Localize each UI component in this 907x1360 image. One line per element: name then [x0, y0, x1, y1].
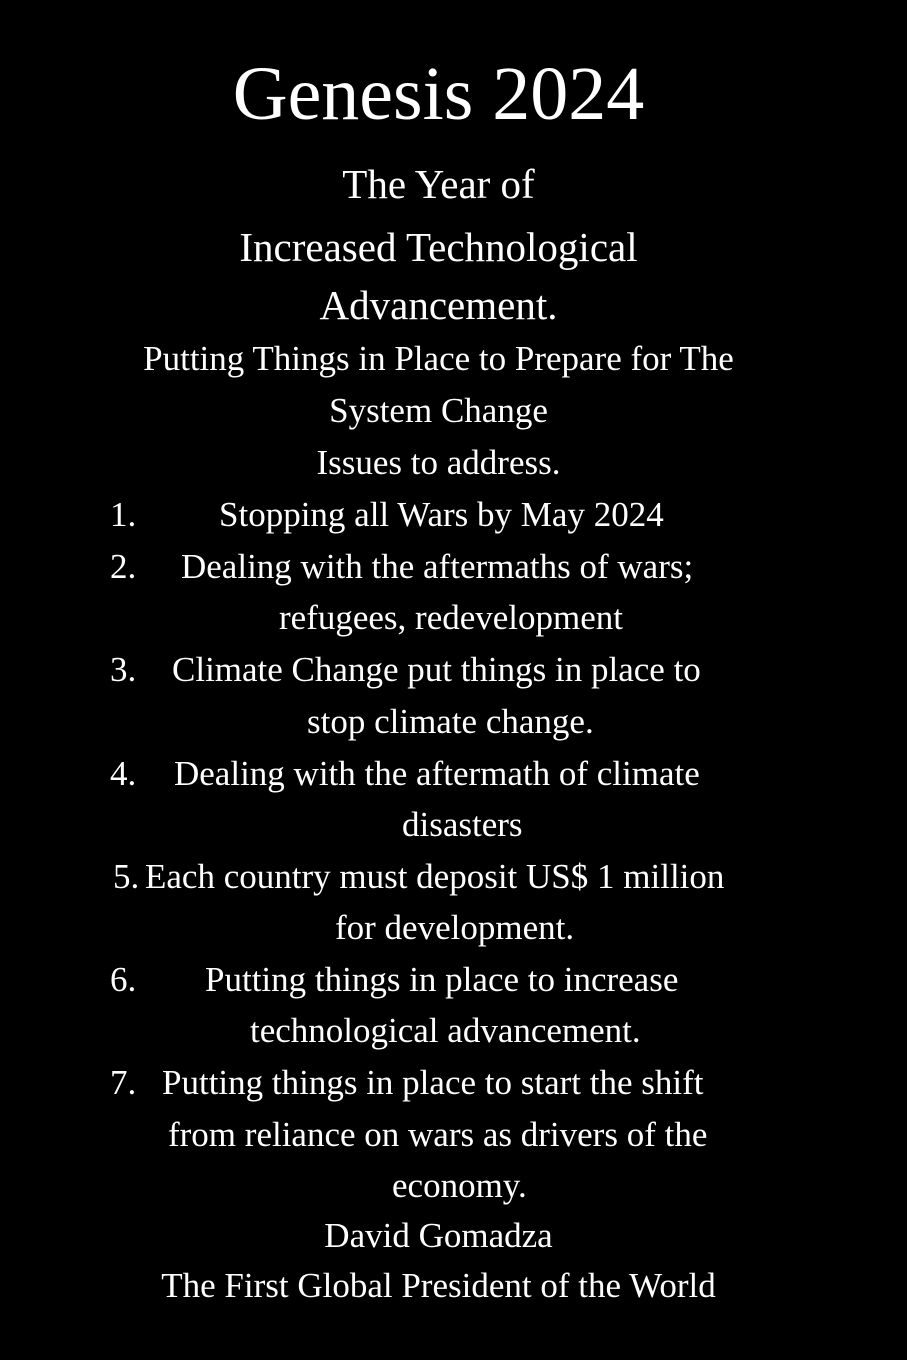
- author-title: The First Global President of the World: [161, 1266, 716, 1305]
- intro-line-1: Putting Things in Place to Prepare for The: [143, 339, 734, 378]
- list-item-number: 1.: [110, 495, 137, 534]
- list-item-text: Climate Change put things in place to: [172, 650, 701, 689]
- list-item-text: Dealing with the aftermaths of wars;: [181, 547, 694, 586]
- list-item-text-continued: refugees, redevelopment: [279, 598, 624, 637]
- list-item-text-continued: for development.: [335, 908, 575, 947]
- subtitle-line-3: Advancement.: [319, 282, 558, 328]
- list-item-number: 2.: [110, 547, 137, 586]
- list-item-text: Each country must deposit US$ 1 million: [145, 857, 725, 896]
- list-item-text: Dealing with the aftermath of climate: [174, 754, 700, 793]
- list-item-number: 7.: [110, 1063, 137, 1102]
- list-item-text-continued: economy.: [392, 1166, 527, 1205]
- list-item-number: 5.: [113, 857, 140, 896]
- list-item-text-continued: disasters: [402, 805, 523, 844]
- subtitle-line-2: Increased Technological: [239, 224, 638, 270]
- list-item-number: 6.: [110, 960, 137, 999]
- list-item-number: 4.: [110, 754, 137, 793]
- subtitle-line-1: The Year of: [342, 161, 535, 207]
- list-item-text-continued: stop climate change.: [307, 702, 594, 741]
- list-item-text: Stopping all Wars by May 2024: [219, 495, 664, 534]
- cover-title: Genesis 2024: [232, 52, 645, 136]
- list-item-number: 3.: [110, 650, 137, 689]
- intro-line-2: System Change: [329, 391, 548, 430]
- list-item-text-continued: from reliance on wars as drivers of the: [168, 1115, 708, 1154]
- author-name: David Gomadza: [324, 1216, 553, 1255]
- intro-line-3: Issues to address.: [316, 443, 561, 482]
- list-item-text: Putting things in place to increase: [205, 960, 679, 999]
- list-item-text: Putting things in place to start the shift: [162, 1063, 704, 1102]
- list-item-text-continued: technological advancement.: [250, 1011, 641, 1050]
